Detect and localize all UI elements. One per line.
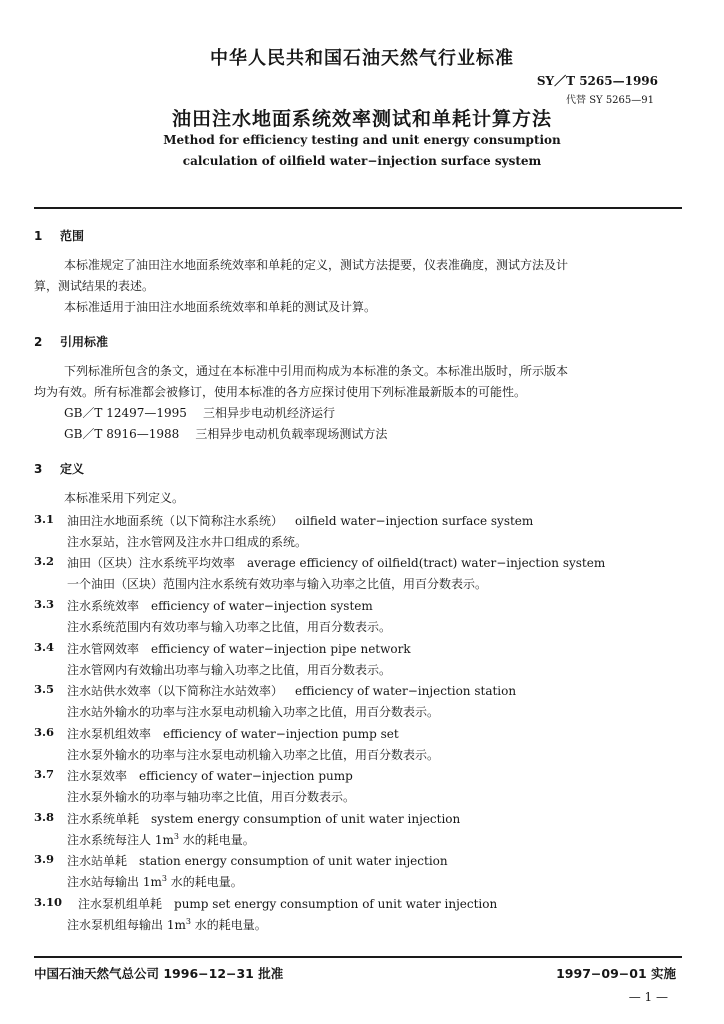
term-cn: 注水站供水效率（以下简称注水站效率） (67, 684, 284, 698)
term-cn: 注水泵机组单耗 (78, 897, 163, 911)
definition-number: 3.3 (34, 597, 55, 611)
document-title-cn: 油田注水地面系统效率测试和单耗计算方法 (171, 108, 552, 130)
definition-text: 注水站外输水的功率与注水泵电动机输入功率之比值，用百分数表示。 (67, 705, 440, 719)
term-en: efficiency of water−injection system (151, 599, 373, 613)
references-paragraph-line2: 均为有效。所有标准都会被修订，使用本标准的各方应探讨使用下列标准最新版本的可能性。 (34, 385, 527, 399)
approval-line: 中国石油天然气总公司 1996−12−31 批准 (34, 966, 284, 981)
definition-number: 3.1 (34, 512, 55, 526)
unit-superscript: 3 (185, 917, 191, 926)
definition-text: 注水泵站，注水管网及注水井口组成的系统。 (67, 535, 308, 549)
definition-term (78, 895, 497, 912)
section-heading-1 (34, 227, 84, 244)
term-en: oilfield water−injection surface system (295, 514, 534, 528)
effective-date: 1997−09−01 实施 (556, 966, 676, 981)
term-cn: 油田注水地面系统（以下简称注水系统） (67, 514, 284, 528)
definitions-intro: 本标准采用下列定义。 (64, 491, 185, 505)
definition-term (67, 682, 516, 699)
scope-paragraph-line1: 本标准规定了油田注水地面系统效率和单耗的定义，测试方法提要，仪表准确度，测试方法及计 (64, 258, 569, 272)
scope-paragraph-line2: 算，测试结果的表述。 (34, 279, 155, 293)
replaces-standard: 代替 SY 5265—91 (566, 95, 654, 106)
term-en: pump set energy consumption of unit water injection (174, 897, 498, 911)
definition-term (67, 512, 533, 529)
scope-applicability: 本标准适用于油田注水地面系统效率和单耗的测试及计算。 (64, 300, 377, 314)
definition-text-part: 水的耗电量。 (190, 918, 267, 932)
section-title: 定义 (60, 462, 85, 476)
definition-text: 注水泵外输水的功率与注水泵电动机输入功率之比值，用百分数表示。 (67, 748, 440, 762)
term-cn: 注水泵效率 (67, 769, 128, 783)
term-en: efficiency of water−injection station (295, 684, 517, 698)
definition-number: 3.7 (34, 767, 55, 781)
unit-superscript: 3 (173, 832, 179, 841)
definition-number: 3.2 (34, 554, 55, 568)
definition-text: 注水泵外输水的功率与轴功率之比值，用百分数表示。 (67, 790, 356, 804)
reference-title: 三相异步电动机经济运行 (202, 406, 335, 420)
definition-term (67, 852, 448, 869)
definition-term (67, 640, 411, 657)
definition-number: 3.9 (34, 852, 55, 866)
definition-term (67, 554, 605, 571)
section-number: 1 (34, 229, 43, 243)
term-en: average efficiency of oilfield(tract) water−injection system (247, 556, 606, 570)
reference-code: GB／T 12497—1995 (64, 406, 187, 420)
section-number: 3 (34, 462, 43, 476)
definition-text: 一个油田（区块）范围内注水系统有效功率与输入功率之比值，用百分数表示。 (67, 577, 488, 591)
definition-number: 3.6 (34, 725, 55, 739)
definition-number: 3.4 (34, 640, 55, 654)
term-en: station energy consumption of unit water injection (139, 854, 448, 868)
definition-term (67, 597, 373, 614)
header-divider (34, 207, 682, 209)
term-cn: 注水泵机组效率 (67, 727, 152, 741)
definition-text-part: 注水系统每注人 1m (67, 833, 174, 847)
definition-text (67, 873, 243, 890)
footer-divider (34, 956, 682, 958)
term-cn: 注水管网效率 (67, 642, 140, 656)
definition-text (67, 831, 255, 848)
section-title: 范围 (60, 229, 85, 243)
reference-title: 三相异步电动机负载率现场测试方法 (195, 427, 388, 441)
term-en: efficiency of water−injection pump set (163, 727, 399, 741)
definition-term (67, 810, 460, 827)
term-cn: 注水系统效率 (67, 599, 140, 613)
definition-number: 3.5 (34, 682, 55, 696)
document-title-en-line2: calculation of oilfield water−injection surface system (182, 154, 542, 168)
standard-category-header: 中华人民共和国石油天然气行业标准 (210, 48, 514, 69)
term-cn: 注水站单耗 (67, 854, 128, 868)
term-en: efficiency of water−injection pump (139, 769, 353, 783)
definition-text-part: 注水泵机组每输出 1m (67, 918, 186, 932)
term-cn: 注水系统单耗 (67, 812, 140, 826)
term-cn: 油田（区块）注水系统平均效率 (67, 556, 236, 570)
definition-text-part: 水的耗电量。 (178, 833, 255, 847)
references-paragraph-line1: 下列标准所包含的条文，通过在本标准中引用而构成为本标准的条文。本标准出版时，所示版本 (64, 364, 569, 378)
definition-text-part: 水的耗电量。 (166, 875, 243, 889)
section-title: 引用标准 (60, 335, 109, 349)
section-heading-3 (34, 460, 84, 477)
standard-number: SY／T 5265—1996 (536, 74, 658, 88)
section-heading-2 (34, 333, 108, 350)
definition-text-part: 注水站每输出 1m (67, 875, 162, 889)
term-en: system energy consumption of unit water injection (151, 812, 461, 826)
definition-text (67, 916, 267, 933)
document-title-en-line1: Method for efficiency testing and unit energy consumption (163, 133, 561, 147)
reference-item (64, 427, 387, 442)
reference-item (64, 406, 335, 421)
unit-superscript: 3 (161, 874, 167, 883)
definition-term (67, 767, 353, 784)
definition-number: 3.8 (34, 810, 55, 824)
section-number: 2 (34, 335, 43, 349)
definition-term (67, 725, 399, 742)
page-number: — 1 — (628, 990, 668, 1004)
reference-code: GB／T 8916—1988 (64, 427, 180, 441)
term-en: efficiency of water−injection pipe network (151, 642, 411, 656)
definition-text: 注水系统范围内有效功率与输入功率之比值，用百分数表示。 (67, 620, 392, 634)
definition-number: 3.10 (34, 895, 63, 909)
definition-text: 注水管网内有效输出功率与输入功率之比值，用百分数表示。 (67, 663, 392, 677)
